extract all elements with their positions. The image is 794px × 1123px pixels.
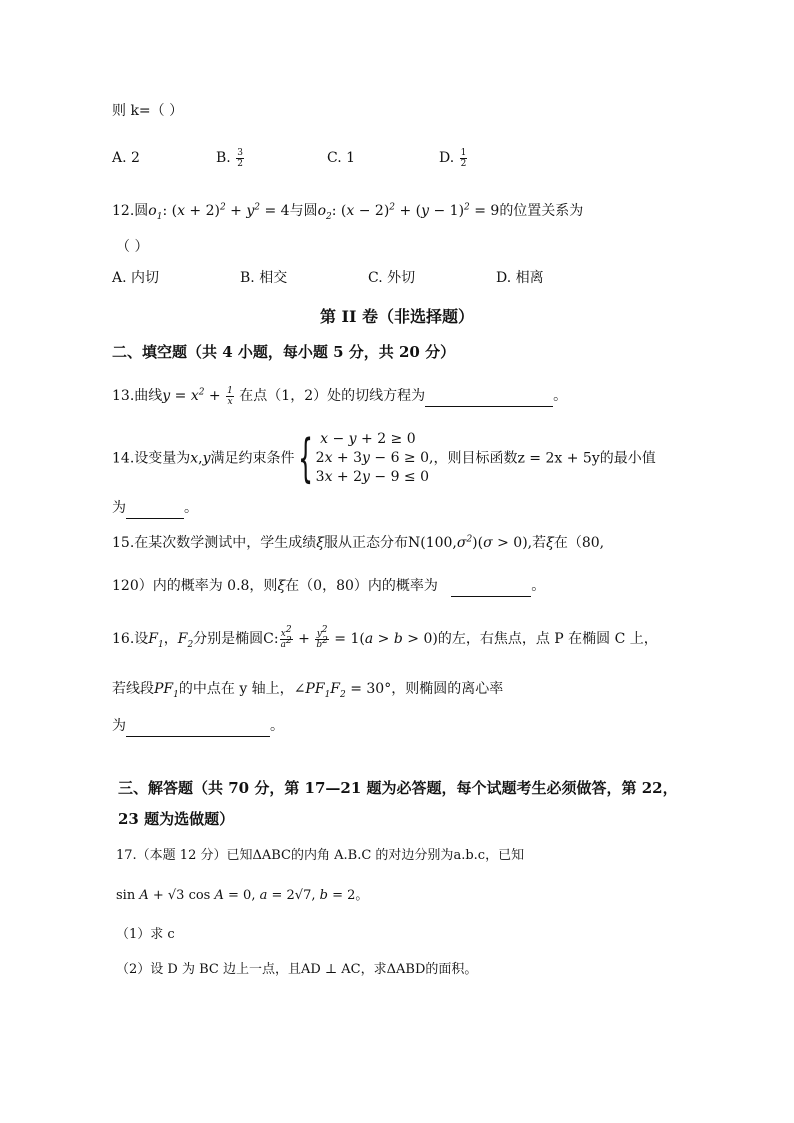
q15-distribution: $N(100,\sigma^2)(\sigma > 0)$ <box>407 534 528 551</box>
q12-option-a: A. 内切 <box>112 270 160 286</box>
q16-line2: 若线段$PF_1$的中点在 y 轴上，$\angle PF_1F_2 = 30^\circ$，则椭圆的离心率 <box>112 681 504 700</box>
q15-answer-blank[interactable] <box>451 580 531 597</box>
q17-sub2: （2）设 D 为 BC 边上一点，且AD ⊥ AC，求ΔABD的面积。 <box>116 962 478 977</box>
q14-constraint-system: x − y + 2 ≥ 0 2x + 3y − 6 ≥ 0, 3x + 2y − 9 ≤ 0 <box>315 431 434 485</box>
q17-line1: 17.（本题 12 分）已知ΔABC的内角 A.B.C 的对边分别为a.b.c，已知 <box>116 848 525 863</box>
q16-line3: 为 。 <box>112 715 284 737</box>
q12-option-c: C. 外切 <box>368 270 416 286</box>
q14-line2: 为 。 <box>112 497 198 519</box>
q11-option-b-fraction: $\frac{3}{2}$ <box>237 147 243 169</box>
q11-option-d-fraction: $\frac{1}{2}$ <box>460 147 467 169</box>
q17-condition-equation: sin A + √3 cos A = 0, a = 2√7, b = 2。 <box>116 888 369 903</box>
q15-line2: 120）内的概率为 0.8，则ξ在（0，80）内的概率为 。 <box>112 575 545 597</box>
section2-heading: 二、填空题（共 4 小题，每小题 5 分，共 20 分） <box>112 343 456 361</box>
q14-variables: x,y <box>190 450 211 467</box>
q12-option-d: D. 相离 <box>496 270 544 286</box>
q12-stem: 12.圆$o_1$: $(x + 2)^2 + y^2 = 4$与圆$o_2$: $(x - 2)^2 + (y - 1)^2 = 9$的位置关系为 <box>112 202 584 222</box>
q13-curve-equation: $y = x^2$ + $\frac{1}{x}$ <box>162 385 233 407</box>
section3-heading-line1: 三、解答题（共 70 分，第 17—21 题为必答题，每个试题考生必须做答，第 22， <box>118 779 678 797</box>
q11-option-b: B. $\frac{3}{2}$ <box>216 147 243 169</box>
q17-condition <box>116 885 368 907</box>
q11-option-a: A. 2 <box>112 150 140 166</box>
q14-objective: z = 2x + 5y <box>517 450 600 467</box>
q13-answer-blank[interactable] <box>425 390 553 407</box>
q14-stem: 14.设变量为x,y满足约束条件{ x − y + 2 ≥ 0 2x + 3y − 6 ≥ 0, 3x + 2y − 9 ≤ 0 ，则目标函数z = 2x + 5y的最小值 <box>112 428 656 489</box>
q12-option-b: B. 相交 <box>240 270 288 286</box>
section3-heading-line2: 23 题为选做题） <box>118 810 235 828</box>
q17-sub1: （1）求 c <box>116 927 175 942</box>
q11-option-d: D. $\frac{1}{2}$ <box>439 147 467 169</box>
q11-tail: 则 k=（ ） <box>112 103 184 119</box>
q16-ellipse-equation: C: $\frac{x^2}{a^2}$ + $\frac{y^2}{b^2}$ = 1(a > b > 0) <box>263 624 438 650</box>
q14-brace: { <box>297 428 313 489</box>
q16-angle-condition: $\angle PF_1F_2 = 30^\circ$ <box>293 681 392 700</box>
q16-line1: 16.设$F_1$，$F_2$分别是椭圆C: $\frac{x^2}{a^2}$ + $\frac{y^2}{b^2}$ = 1(a > b > 0)的左，右焦点，点 P 在椭圆 C 上， <box>112 624 658 650</box>
q13-stem: 13.曲线$y = x^2$ + $\frac{1}{x}$ 在点（1，2）处的切线方程为 。 <box>112 385 568 407</box>
part2-title: 第 II 卷（非选择题） <box>319 307 475 326</box>
q12-answer-paren: （ ） <box>116 239 149 255</box>
q15-line1: 15.在某次数学测试中，学生成绩ξ服从正态分布$N(100,\sigma^2)(\sigma > 0)$,若ξ在（80, <box>112 534 605 551</box>
q14-answer-blank[interactable] <box>126 502 184 519</box>
q11-option-c: C. 1 <box>327 150 356 166</box>
q12-circle1-equation: $o_1$: $(x + 2)^2 + y^2 = 4$ <box>148 202 290 222</box>
q16-answer-blank[interactable] <box>126 720 270 737</box>
q12-circle2-equation: $o_2$: $(x - 2)^2 + (y - 1)^2 = 9$ <box>317 202 500 222</box>
